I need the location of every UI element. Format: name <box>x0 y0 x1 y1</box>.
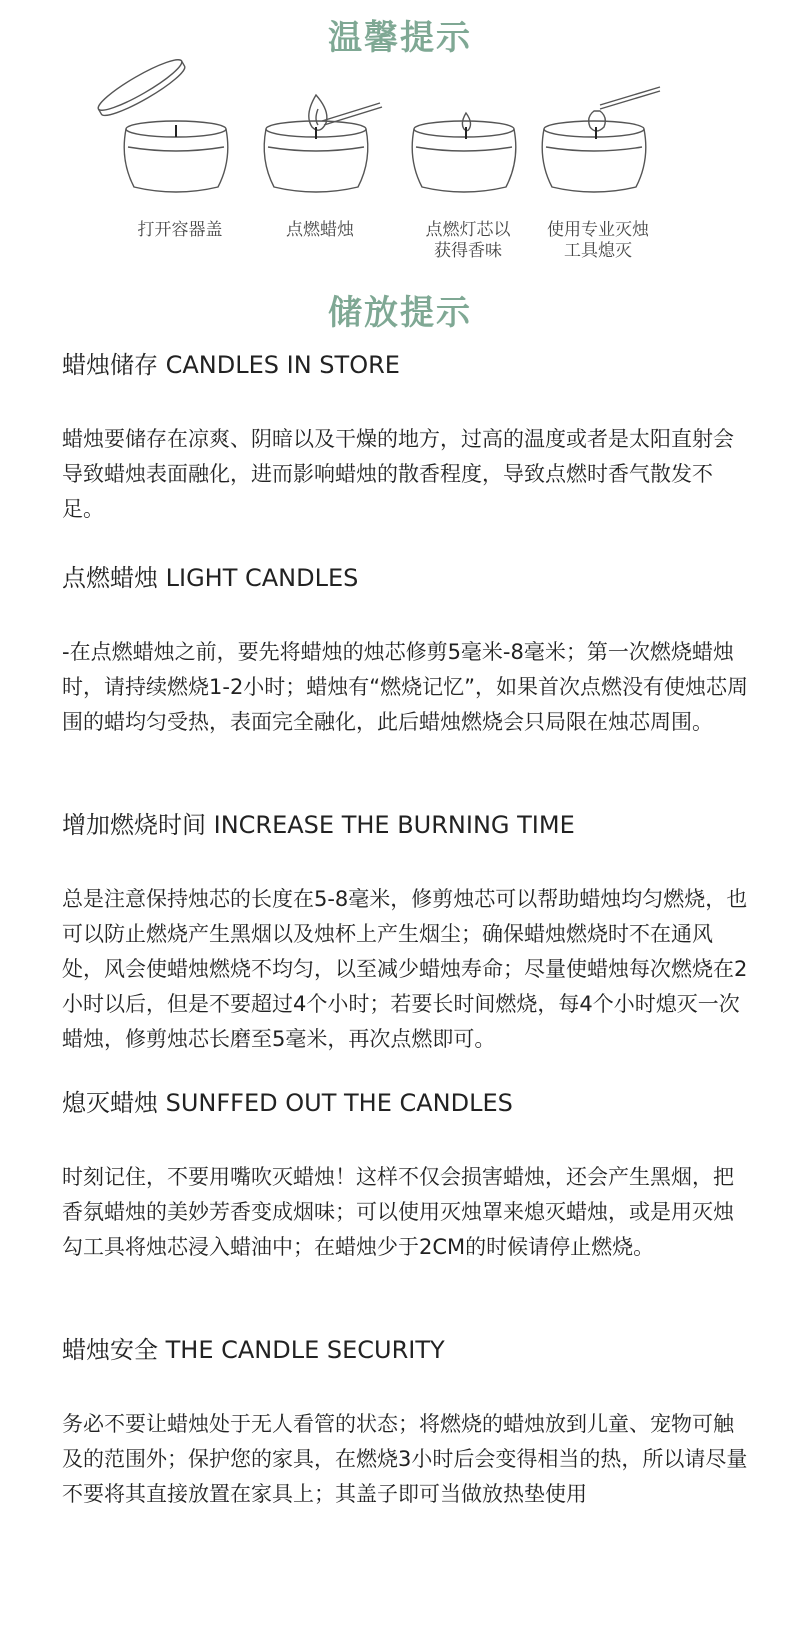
candle-snuffer-icon <box>508 55 688 215</box>
step-caption: 点燃灯芯以 获得香味 <box>425 220 511 261</box>
step-caption: 打开容器盖 <box>137 220 223 240</box>
usage-steps <box>0 55 800 265</box>
section-heading: 蜡烛安全 THE CANDLE SECURITY <box>62 1336 445 1364</box>
step-caption: 点燃蜡烛 <box>286 220 354 240</box>
section-heading: 点燃蜡烛 LIGHT CANDLES <box>62 564 359 592</box>
section-body: 蜡烛要储存在凉爽、阴暗以及干燥的地方，过高的温度或者是太阳直射会导致蜡烛表面融化，进而影响蜡烛的散香程度，导致点燃时香气散发不足。 <box>62 427 734 521</box>
section-increase-burning-time <box>62 810 752 1057</box>
step-caption: 使用专业灭烛 工具熄灭 <box>547 220 649 261</box>
section-snuff-out <box>62 1088 752 1265</box>
section-body: 总是注意保持烛芯的长度在5-8毫米，修剪烛芯可以帮助蜡烛均匀燃烧，也可以防止燃烧产生黑烟以及烛杯上产生烟尘；确保蜡烛燃烧时不在通风处，风会使蜡烛燃烧不均匀，以至减少蜡烛寿命；尽量使蜡烛每次燃烧在2小时以后，但是不要超过4个小时；若要长时间燃烧，每4个小时熄灭一次蜡烛，修剪烛芯长磨至5毫米，再次点燃即可。 <box>62 887 748 1051</box>
step-snuff <box>508 55 688 265</box>
section-body: 务必不要让蜡烛处于无人看管的状态；将燃烧的蜡烛放到儿童、宠物可触及的范围外；保护您的家具，在燃烧3小时后会变得相当的热，所以请尽量不要将其直接放置在家具上；其盖子即可当做放热垫使用 <box>62 1412 748 1506</box>
storage-title: 储放提示 <box>328 293 472 333</box>
section-body: 时刻记住，不要用嘴吹灭蜡烛！这样不仅会损害蜡烛，还会产生黑烟，把香氛蜡烛的美妙芳香变成烟味；可以使用灭烛罩来熄灭蜡烛，或是用灭烛勾工具将烛芯浸入蜡油中；在蜡烛少于2CM的时候请停止燃烧。 <box>62 1165 734 1259</box>
section-candle-security <box>62 1335 752 1512</box>
section-heading: 蜡烛储存 CANDLES IN STORE <box>62 351 400 379</box>
section-heading: 增加燃烧时间 INCREASE THE BURNING TIME <box>62 811 575 839</box>
section-light-candles <box>62 563 752 740</box>
section-candles-in-store <box>62 350 752 527</box>
tips-title: 温馨提示 <box>328 18 472 58</box>
section-body: -在点燃蜡烛之前，要先将蜡烛的烛芯修剪5毫米-8毫米；第一次燃烧蜡烛时，请持续燃烧1-2小时；蜡烛有“燃烧记忆”，如果首次点燃没有使烛芯周围的蜡均匀受热，表面完全融化，此后蜡烛燃烧会只局限在烛芯周围。 <box>62 640 749 734</box>
section-heading: 熄灭蜡烛 SUNFFED OUT THE CANDLES <box>62 1089 513 1117</box>
